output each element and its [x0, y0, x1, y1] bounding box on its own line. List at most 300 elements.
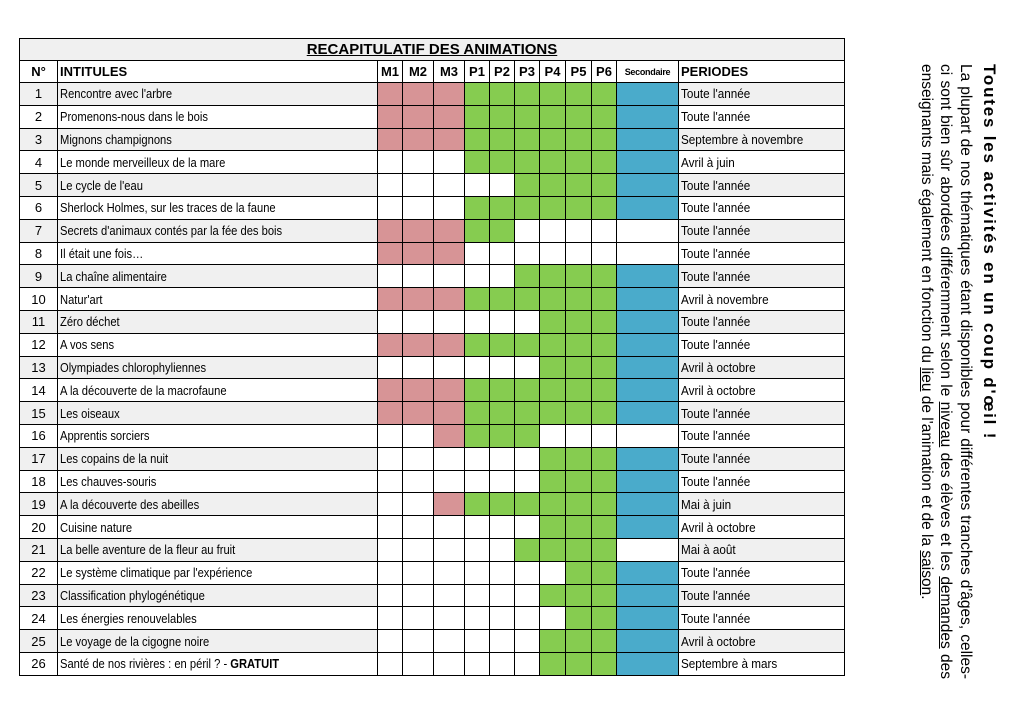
row-title-cell [58, 470, 378, 493]
row-title-text: Olympiades chlorophyliennes [60, 359, 207, 375]
table-row [20, 652, 845, 675]
level-cell-p6 [592, 288, 617, 311]
header-level: P6 [592, 61, 617, 83]
row-number: 10 [20, 288, 58, 311]
row-title [60, 132, 172, 147]
row-number: 17 [20, 447, 58, 470]
level-cell-m2 [403, 242, 434, 265]
level-cell-p6 [592, 128, 617, 151]
row-title [60, 337, 114, 352]
level-cell-m2 [403, 470, 434, 493]
level-cell-m2 [403, 128, 434, 151]
level-cell-secondaire [617, 242, 679, 265]
level-cell-p6 [592, 561, 617, 584]
level-cell-p5 [566, 83, 592, 106]
level-cell-m2 [403, 630, 434, 653]
sidebar-text-part: de l'animation et de la [918, 391, 935, 551]
row-period-cell [679, 196, 845, 219]
level-cell-m3 [434, 356, 465, 379]
row-title [60, 520, 132, 535]
level-cell-p6 [592, 174, 617, 197]
level-cell-p5 [566, 561, 592, 584]
level-cell-p3 [515, 242, 540, 265]
level-cell-p1 [465, 470, 490, 493]
level-cell-p4 [540, 538, 566, 561]
header-num: N° [20, 61, 58, 83]
table-row [20, 538, 845, 561]
row-period-cell [679, 105, 845, 128]
row-title-cell [58, 105, 378, 128]
row-title [60, 474, 156, 489]
row-period-cell [679, 128, 845, 151]
level-cell-p5 [566, 265, 592, 288]
row-period: Avril à octobre [681, 633, 756, 649]
sidebar-text-part: des élèves et les [937, 447, 955, 577]
row-period: Toute l'année [681, 337, 751, 353]
table-row [20, 128, 845, 151]
row-number: 25 [20, 630, 58, 653]
row-title-cell [58, 83, 378, 106]
row-number: 4 [20, 151, 58, 174]
level-cell-m1 [378, 196, 403, 219]
level-cell-secondaire [617, 538, 679, 561]
level-cell-p3 [515, 83, 540, 106]
level-cell-p6 [592, 424, 617, 447]
level-cell-p5 [566, 219, 592, 242]
level-cell-p2 [490, 516, 515, 539]
row-period: Toute l'année [681, 473, 751, 489]
row-period-cell [679, 402, 845, 425]
level-cell-m3 [434, 333, 465, 356]
level-cell-p6 [592, 538, 617, 561]
level-cell-m1 [378, 470, 403, 493]
level-cell-secondaire [617, 151, 679, 174]
level-cell-m2 [403, 538, 434, 561]
row-period: Avril à octobre [681, 519, 756, 535]
level-cell-p4 [540, 607, 566, 630]
row-period-cell [679, 151, 845, 174]
level-cell-p4 [540, 83, 566, 106]
level-cell-m3 [434, 424, 465, 447]
table-row [20, 151, 845, 174]
row-title-text: Sherlock Holmes, sur les traces de la faune [60, 200, 276, 216]
row-title [60, 86, 172, 101]
row-title [60, 246, 143, 261]
level-cell-p3 [515, 584, 540, 607]
row-title-bold: GRATUIT [230, 656, 280, 672]
level-cell-p3 [515, 447, 540, 470]
row-period-cell [679, 470, 845, 493]
row-period: Toute l'année [681, 245, 751, 261]
row-title-cell [58, 493, 378, 516]
level-cell-secondaire [617, 105, 679, 128]
level-cell-p6 [592, 310, 617, 333]
row-number: 14 [20, 379, 58, 402]
level-cell-p1 [465, 630, 490, 653]
row-title-cell [58, 607, 378, 630]
level-cell-p4 [540, 447, 566, 470]
row-period: Avril à octobre [681, 382, 756, 398]
level-cell-m1 [378, 174, 403, 197]
level-cell-p5 [566, 447, 592, 470]
level-cell-p6 [592, 196, 617, 219]
row-title-text: Promenons-nous dans le bois [60, 109, 208, 125]
level-cell-m2 [403, 83, 434, 106]
level-cell-p1 [465, 447, 490, 470]
level-cell-p1 [465, 174, 490, 197]
row-title-cell [58, 242, 378, 265]
row-period-cell [679, 83, 845, 106]
level-cell-p4 [540, 493, 566, 516]
level-cell-secondaire [617, 424, 679, 447]
row-period: Septembre à novembre [681, 131, 804, 147]
row-title-cell [58, 652, 378, 675]
level-cell-p1 [465, 607, 490, 630]
level-cell-m3 [434, 584, 465, 607]
level-cell-p5 [566, 128, 592, 151]
row-period: Toute l'année [681, 177, 751, 193]
row-title-cell [58, 447, 378, 470]
level-cell-p2 [490, 470, 515, 493]
level-cell-p2 [490, 83, 515, 106]
row-title [60, 406, 120, 421]
level-cell-p5 [566, 470, 592, 493]
sidebar-text-part: La plupart de nos thématiques étant disponibles pour différentes tranches d'âges, celles-ci sont bien sûr abordées différemment selon le [937, 64, 974, 679]
row-title-cell [58, 424, 378, 447]
level-cell-p1 [465, 265, 490, 288]
level-cell-m3 [434, 128, 465, 151]
row-number: 3 [20, 128, 58, 151]
level-cell-p5 [566, 105, 592, 128]
level-cell-m3 [434, 265, 465, 288]
row-title [60, 383, 227, 398]
level-cell-m1 [378, 219, 403, 242]
level-cell-m3 [434, 447, 465, 470]
level-cell-p6 [592, 493, 617, 516]
level-cell-p6 [592, 447, 617, 470]
level-cell-p2 [490, 333, 515, 356]
level-cell-p3 [515, 265, 540, 288]
level-cell-p4 [540, 242, 566, 265]
table-row [20, 265, 845, 288]
level-cell-p2 [490, 219, 515, 242]
row-period: Toute l'année [681, 587, 751, 603]
table-row [20, 196, 845, 219]
sidebar-text [917, 64, 976, 679]
level-cell-p1 [465, 83, 490, 106]
row-period: Toute l'année [681, 268, 751, 284]
level-cell-p5 [566, 379, 592, 402]
table-row [20, 584, 845, 607]
level-cell-secondaire [617, 356, 679, 379]
table-row [20, 288, 845, 311]
level-cell-m2 [403, 174, 434, 197]
level-cell-p3 [515, 219, 540, 242]
table-row [20, 105, 845, 128]
level-cell-m1 [378, 105, 403, 128]
level-cell-m3 [434, 652, 465, 675]
level-cell-p4 [540, 151, 566, 174]
level-cell-p2 [490, 493, 515, 516]
level-cell-p1 [465, 379, 490, 402]
level-cell-m1 [378, 128, 403, 151]
level-cell-p2 [490, 561, 515, 584]
level-cell-m2 [403, 607, 434, 630]
row-number: 21 [20, 538, 58, 561]
level-cell-p5 [566, 310, 592, 333]
level-cell-secondaire [617, 402, 679, 425]
level-cell-p3 [515, 128, 540, 151]
row-period: Avril à novembre [681, 291, 769, 307]
row-period: Avril à juin [681, 154, 735, 170]
level-cell-secondaire [617, 174, 679, 197]
row-title-text: Les énergies renouvelables [60, 610, 197, 626]
level-cell-m2 [403, 493, 434, 516]
level-cell-p3 [515, 652, 540, 675]
level-cell-p5 [566, 174, 592, 197]
row-period: Toute l'année [681, 565, 751, 581]
level-cell-m3 [434, 83, 465, 106]
level-cell-p1 [465, 288, 490, 311]
header-level: M3 [434, 61, 465, 83]
row-period-cell [679, 424, 845, 447]
level-cell-m1 [378, 561, 403, 584]
level-cell-p4 [540, 561, 566, 584]
row-period-cell [679, 265, 845, 288]
level-cell-p1 [465, 493, 490, 516]
level-cell-p5 [566, 652, 592, 675]
level-cell-p1 [465, 538, 490, 561]
row-title-cell [58, 379, 378, 402]
level-cell-m3 [434, 105, 465, 128]
row-period-cell [679, 379, 845, 402]
level-cell-p2 [490, 105, 515, 128]
level-cell-m3 [434, 493, 465, 516]
sidebar-text-part: . [918, 595, 935, 600]
header-level: M2 [403, 61, 434, 83]
row-period-cell [679, 538, 845, 561]
level-cell-p5 [566, 630, 592, 653]
sidebar-note [875, 64, 1001, 679]
level-cell-p5 [566, 538, 592, 561]
row-title [60, 269, 167, 284]
row-number: 2 [20, 105, 58, 128]
row-title-text: A vos sens [60, 337, 115, 353]
level-cell-p3 [515, 493, 540, 516]
row-title [60, 611, 197, 626]
row-title-cell [58, 219, 378, 242]
level-cell-p6 [592, 219, 617, 242]
level-cell-p5 [566, 424, 592, 447]
table-row [20, 310, 845, 333]
row-title [60, 542, 235, 557]
level-cell-p2 [490, 584, 515, 607]
level-cell-secondaire [617, 265, 679, 288]
level-cell-p4 [540, 402, 566, 425]
row-number: 9 [20, 265, 58, 288]
level-cell-p3 [515, 105, 540, 128]
table-row [20, 83, 845, 106]
level-cell-m1 [378, 493, 403, 516]
level-cell-m2 [403, 356, 434, 379]
row-period: Toute l'année [681, 223, 751, 239]
row-title-text: Rencontre avec l'arbre [60, 86, 173, 102]
level-cell-secondaire [617, 83, 679, 106]
level-cell-p2 [490, 242, 515, 265]
header-level-secondaire: Secondaire [617, 61, 679, 83]
row-number: 22 [20, 561, 58, 584]
row-period-cell [679, 561, 845, 584]
level-cell-p3 [515, 356, 540, 379]
level-cell-m3 [434, 242, 465, 265]
row-number: 5 [20, 174, 58, 197]
level-cell-secondaire [617, 493, 679, 516]
level-cell-p1 [465, 333, 490, 356]
level-cell-secondaire [617, 219, 679, 242]
level-cell-m3 [434, 538, 465, 561]
level-cell-p4 [540, 105, 566, 128]
level-cell-p2 [490, 447, 515, 470]
level-cell-secondaire [617, 470, 679, 493]
row-title-text: Santé de nos rivières : en péril ? - [60, 656, 231, 672]
header-level: M1 [378, 61, 403, 83]
level-cell-m2 [403, 516, 434, 539]
row-period-cell [679, 516, 845, 539]
row-title [60, 428, 149, 443]
row-title-cell [58, 151, 378, 174]
table-row [20, 561, 845, 584]
table-row [20, 516, 845, 539]
level-cell-p3 [515, 470, 540, 493]
row-title-cell [58, 310, 378, 333]
level-cell-p3 [515, 310, 540, 333]
row-title-text: Le voyage de la cigogne noire [60, 633, 210, 649]
level-cell-p4 [540, 310, 566, 333]
recap-table [19, 38, 845, 676]
row-title-cell [58, 561, 378, 584]
level-cell-m1 [378, 151, 403, 174]
level-cell-p1 [465, 196, 490, 219]
level-cell-p6 [592, 333, 617, 356]
level-cell-m2 [403, 424, 434, 447]
row-title-text: Natur'art [60, 291, 103, 307]
row-period: Mai à août [681, 542, 736, 558]
row-period: Toute l'année [681, 428, 751, 444]
level-cell-m1 [378, 242, 403, 265]
row-title [60, 360, 206, 375]
row-period-cell [679, 333, 845, 356]
level-cell-p1 [465, 105, 490, 128]
row-period: Toute l'année [681, 314, 751, 330]
level-cell-m2 [403, 219, 434, 242]
level-cell-m1 [378, 607, 403, 630]
level-cell-p6 [592, 105, 617, 128]
level-cell-p4 [540, 356, 566, 379]
row-title-text: Cuisine nature [60, 519, 133, 535]
level-cell-p1 [465, 128, 490, 151]
row-title [60, 314, 120, 329]
table-row [20, 333, 845, 356]
level-cell-p6 [592, 83, 617, 106]
row-period-cell [679, 288, 845, 311]
level-cell-p3 [515, 516, 540, 539]
row-title [60, 200, 276, 215]
level-cell-p2 [490, 151, 515, 174]
table-row [20, 219, 845, 242]
header-level: P5 [566, 61, 592, 83]
row-number: 26 [20, 652, 58, 675]
level-cell-p5 [566, 584, 592, 607]
level-cell-secondaire [617, 379, 679, 402]
table-row [20, 447, 845, 470]
level-cell-p4 [540, 333, 566, 356]
row-title-text: Apprentis sorciers [60, 428, 150, 444]
level-cell-p4 [540, 630, 566, 653]
level-cell-m1 [378, 447, 403, 470]
row-period: Toute l'année [681, 451, 751, 467]
row-title [60, 565, 252, 580]
row-period-cell [679, 356, 845, 379]
table-row [20, 424, 845, 447]
level-cell-m3 [434, 516, 465, 539]
table-row [20, 493, 845, 516]
level-cell-p3 [515, 333, 540, 356]
level-cell-p2 [490, 652, 515, 675]
row-period: Septembre à mars [681, 656, 778, 672]
level-cell-m3 [434, 219, 465, 242]
level-cell-p4 [540, 196, 566, 219]
level-cell-m2 [403, 196, 434, 219]
level-cell-p2 [490, 630, 515, 653]
row-period: Toute l'année [681, 405, 751, 421]
level-cell-secondaire [617, 652, 679, 675]
level-cell-p4 [540, 174, 566, 197]
level-cell-p6 [592, 630, 617, 653]
level-cell-p4 [540, 219, 566, 242]
sidebar-heading: Toutes les activités en un coup d'œil ! [980, 64, 999, 441]
level-cell-m3 [434, 174, 465, 197]
level-cell-p2 [490, 379, 515, 402]
level-cell-m2 [403, 310, 434, 333]
level-cell-secondaire [617, 630, 679, 653]
row-title-text: Le système climatique par l'expérience [60, 565, 253, 581]
level-cell-m1 [378, 584, 403, 607]
row-period-cell [679, 310, 845, 333]
level-cell-p1 [465, 310, 490, 333]
level-cell-p5 [566, 288, 592, 311]
table-title: RECAPITULATIF DES ANIMATIONS [20, 39, 845, 61]
header-level: P4 [540, 61, 566, 83]
level-cell-p6 [592, 584, 617, 607]
level-cell-p1 [465, 356, 490, 379]
level-cell-p5 [566, 493, 592, 516]
level-cell-p1 [465, 402, 490, 425]
level-cell-p2 [490, 288, 515, 311]
level-cell-m1 [378, 652, 403, 675]
level-cell-m1 [378, 310, 403, 333]
level-cell-m1 [378, 288, 403, 311]
level-cell-m3 [434, 402, 465, 425]
row-title-text: A la découverte des abeilles [60, 496, 200, 512]
row-period-cell [679, 242, 845, 265]
level-cell-p2 [490, 196, 515, 219]
row-title-text: La chaîne alimentaire [60, 268, 167, 284]
row-title-cell [58, 128, 378, 151]
level-cell-p6 [592, 379, 617, 402]
level-cell-m3 [434, 379, 465, 402]
level-cell-m1 [378, 333, 403, 356]
level-cell-m2 [403, 265, 434, 288]
